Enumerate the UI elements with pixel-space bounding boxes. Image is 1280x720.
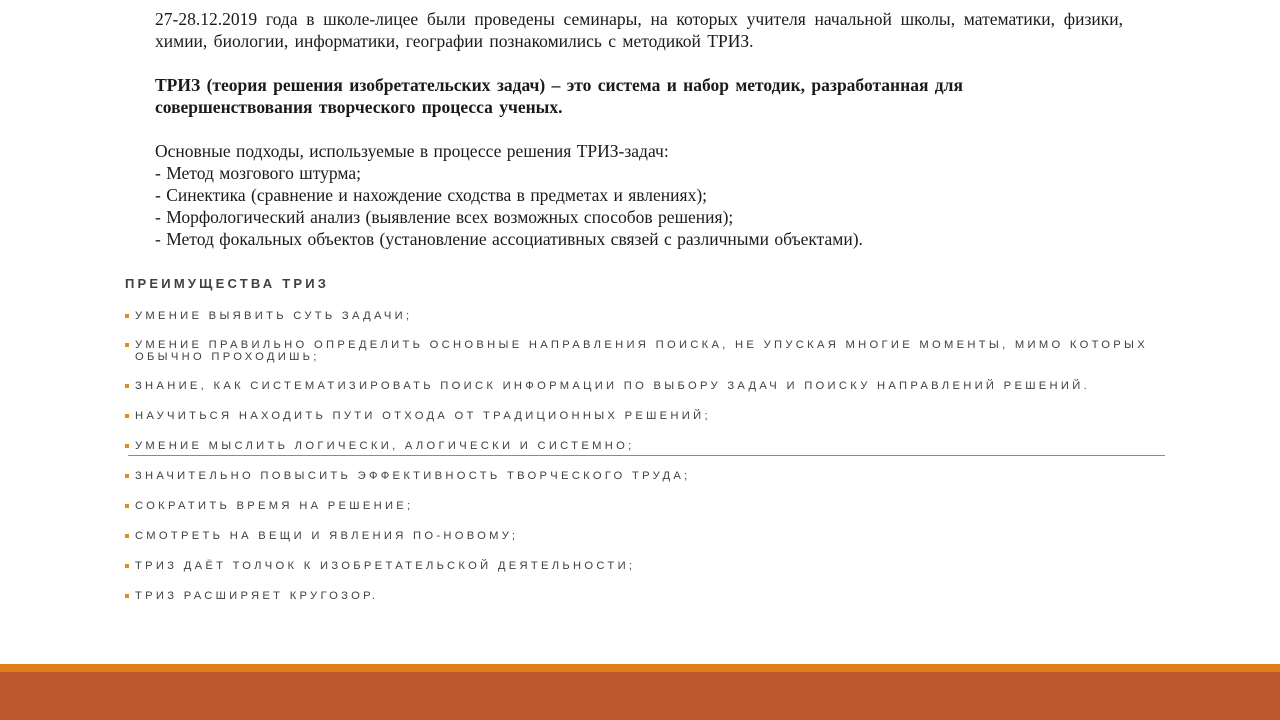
definition-paragraph: ТРИЗ (теория решения изобретательских задач) – это система и набор методик, разработанная для совершенствования творческого процесса ученых. bbox=[155, 75, 963, 117]
advantage-item bbox=[125, 500, 1155, 512]
advantage-item bbox=[125, 470, 1155, 482]
advantages-title: ПРЕИМУЩЕСТВА ТРИЗ bbox=[125, 276, 330, 291]
divider-line bbox=[128, 455, 1165, 456]
advantage-text: ТРИЗ РАСШИРЯЕТ КРУГОЗОР. bbox=[135, 590, 379, 602]
bullet-icon bbox=[125, 474, 129, 478]
top-text-block bbox=[155, 8, 1123, 250]
advantage-item bbox=[125, 410, 1155, 422]
bullet-icon bbox=[125, 594, 129, 598]
advantage-text: ЗНАЧИТЕЛЬНО ПОВЫСИТЬ ЭФФЕКТИВНОСТЬ ТВОРЧЕСКОГО ТРУДА; bbox=[135, 470, 691, 482]
bullet-icon bbox=[125, 414, 129, 418]
bullet-icon bbox=[125, 444, 129, 448]
bullet-icon bbox=[125, 384, 129, 388]
advantage-item bbox=[125, 440, 1155, 452]
bullet-icon bbox=[125, 564, 129, 568]
bullet-icon bbox=[125, 534, 129, 538]
footer-accent-bar bbox=[0, 664, 1280, 672]
intro-paragraph: 27-28.12.2019 года в школе-лицее были проведены семинары, на которых учителя начальной школы, математики, физики, химии, биологии, информатики, географии познакомились с методикой ТРИЗ. bbox=[155, 9, 1123, 51]
advantage-item bbox=[125, 530, 1155, 542]
advantage-item bbox=[125, 310, 1155, 322]
approach-item: - Синектика (сравнение и нахождение сходства в предметах и явлениях); bbox=[155, 185, 708, 205]
advantage-item bbox=[125, 590, 1155, 602]
advantage-text: УМЕНИЕ ПРАВИЛЬНО ОПРЕДЕЛИТЬ ОСНОВНЫЕ НАПРАВЛЕНИЯ ПОИСКА, НЕ УПУСКАЯ МНОГИЕ МОМЕНТЫ, МИМО КОТОРЫХ ОБЫЧНО ПРОХОДИШЬ; bbox=[135, 339, 1148, 363]
approaches-block bbox=[155, 140, 1123, 250]
bullet-icon bbox=[125, 504, 129, 508]
bullet-icon bbox=[125, 314, 129, 318]
advantage-item bbox=[125, 339, 1155, 363]
advantage-text: СОКРАТИТЬ ВРЕМЯ НА РЕШЕНИЕ; bbox=[135, 500, 414, 512]
advantage-item bbox=[125, 560, 1155, 572]
approaches-title: Основные подходы, используемые в процессе решения ТРИЗ-задач: bbox=[155, 141, 669, 161]
bullet-icon bbox=[125, 343, 129, 347]
approach-item: - Метод мозгового штурма; bbox=[155, 163, 361, 183]
footer-bar bbox=[0, 672, 1280, 720]
advantage-text: УМЕНИЕ МЫСЛИТЬ ЛОГИЧЕСКИ, АЛОГИЧЕСКИ И СИСТЕМНО; bbox=[135, 440, 635, 452]
advantage-text: ТРИЗ ДАЁТ ТОЛЧОК К ИЗОБРЕТАТЕЛЬСКОЙ ДЕЯТЕЛЬНОСТИ; bbox=[135, 560, 636, 572]
advantage-text: СМОТРЕТЬ НА ВЕЩИ И ЯВЛЕНИЯ ПО-НОВОМУ; bbox=[135, 530, 519, 542]
advantage-item bbox=[125, 380, 1155, 392]
advantage-text: УМЕНИЕ ВЫЯВИТЬ СУТЬ ЗАДАЧИ; bbox=[135, 310, 413, 322]
approach-item: - Метод фокальных объектов (установление ассоциативных связей с различными объектами). bbox=[155, 229, 863, 249]
advantage-text: НАУЧИТЬСЯ НАХОДИТЬ ПУТИ ОТХОДА ОТ ТРАДИЦИОННЫХ РЕШЕНИЙ; bbox=[135, 410, 711, 422]
advantage-text: ЗНАНИЕ, КАК СИСТЕМАТИЗИРОВАТЬ ПОИСК ИНФОРМАЦИИ ПО ВЫБОРУ ЗАДАЧ И ПОИСКУ НАПРАВЛЕНИЙ РЕШЕНИЙ. bbox=[135, 380, 1090, 392]
approach-item: - Морфологический анализ (выявление всех возможных способов решения); bbox=[155, 207, 734, 227]
